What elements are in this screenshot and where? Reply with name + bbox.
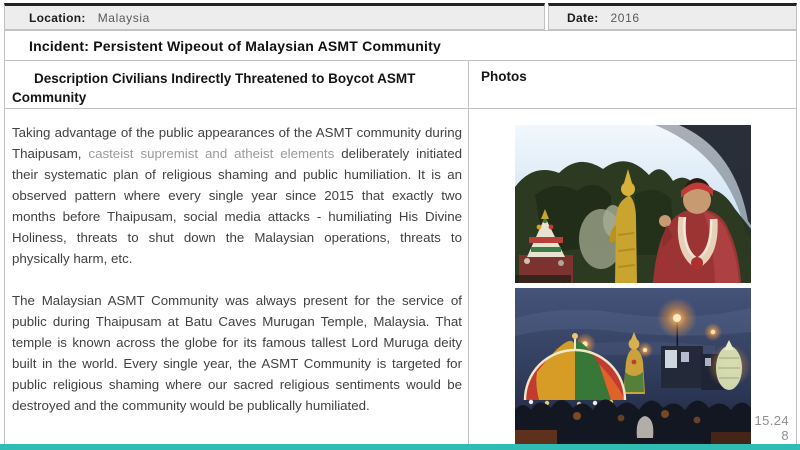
description-body xyxy=(5,109,468,437)
content-table xyxy=(4,61,797,444)
paragraph-1-muted-phrase: casteist supremist and atheist elements xyxy=(88,146,335,161)
paragraph-1-start: Taking advantage of the public appearances of the ASMT community during Thaipusam, xyxy=(12,125,462,161)
date-label: Date: xyxy=(567,10,599,25)
description-column xyxy=(5,61,469,444)
photos-column xyxy=(469,61,796,444)
accent-bar xyxy=(0,444,800,450)
slide-footer xyxy=(754,413,789,443)
description-paragraph-1 xyxy=(12,122,462,269)
paragraph-1-end: deliberately initiated their systematic plan of religious shaming and public humiliation. It is an observed pattern where every single year since 2015 that exactly two months before Thaipusam, social media attacks - humiliating His Divine Holiness, threats to shut down the Malaysian operations, threats to physically harm, etc. xyxy=(12,146,462,266)
incident-title-bar xyxy=(4,30,797,61)
description-paragraph-2: The Malaysian ASMT Community was always present for the service of public during Thaipusam at Batu Caves Murugan Temple, Malaysia. That temple is known across the globe for its famous tallest Lord Muruga deity built in the world. Every single year, the ASMT Community is targeted for public religious shaming where our sacred religious sentiments would be destroyed and the community would be publically humiliated. xyxy=(12,293,462,413)
location-field xyxy=(4,3,545,30)
thaipusam-night-procession-photo xyxy=(515,288,751,444)
description-header: Description Civilians Indirectly Threatened to Boycot ASMT Community xyxy=(5,61,468,109)
page-number: 8 xyxy=(781,428,789,443)
location-value: Malaysia xyxy=(97,10,150,25)
meta-bar xyxy=(4,3,797,30)
incident-title: Incident: Persistent Wipeout of Malaysian ASMT Community xyxy=(29,37,441,54)
timestamp: 15.24 xyxy=(754,413,789,428)
location-label: Location: xyxy=(29,10,86,25)
batu-caves-day-photo xyxy=(515,125,751,283)
photos-header: Photos xyxy=(469,61,796,109)
date-value: 2016 xyxy=(610,10,640,25)
date-field xyxy=(548,3,797,30)
photo-stack xyxy=(515,125,751,444)
